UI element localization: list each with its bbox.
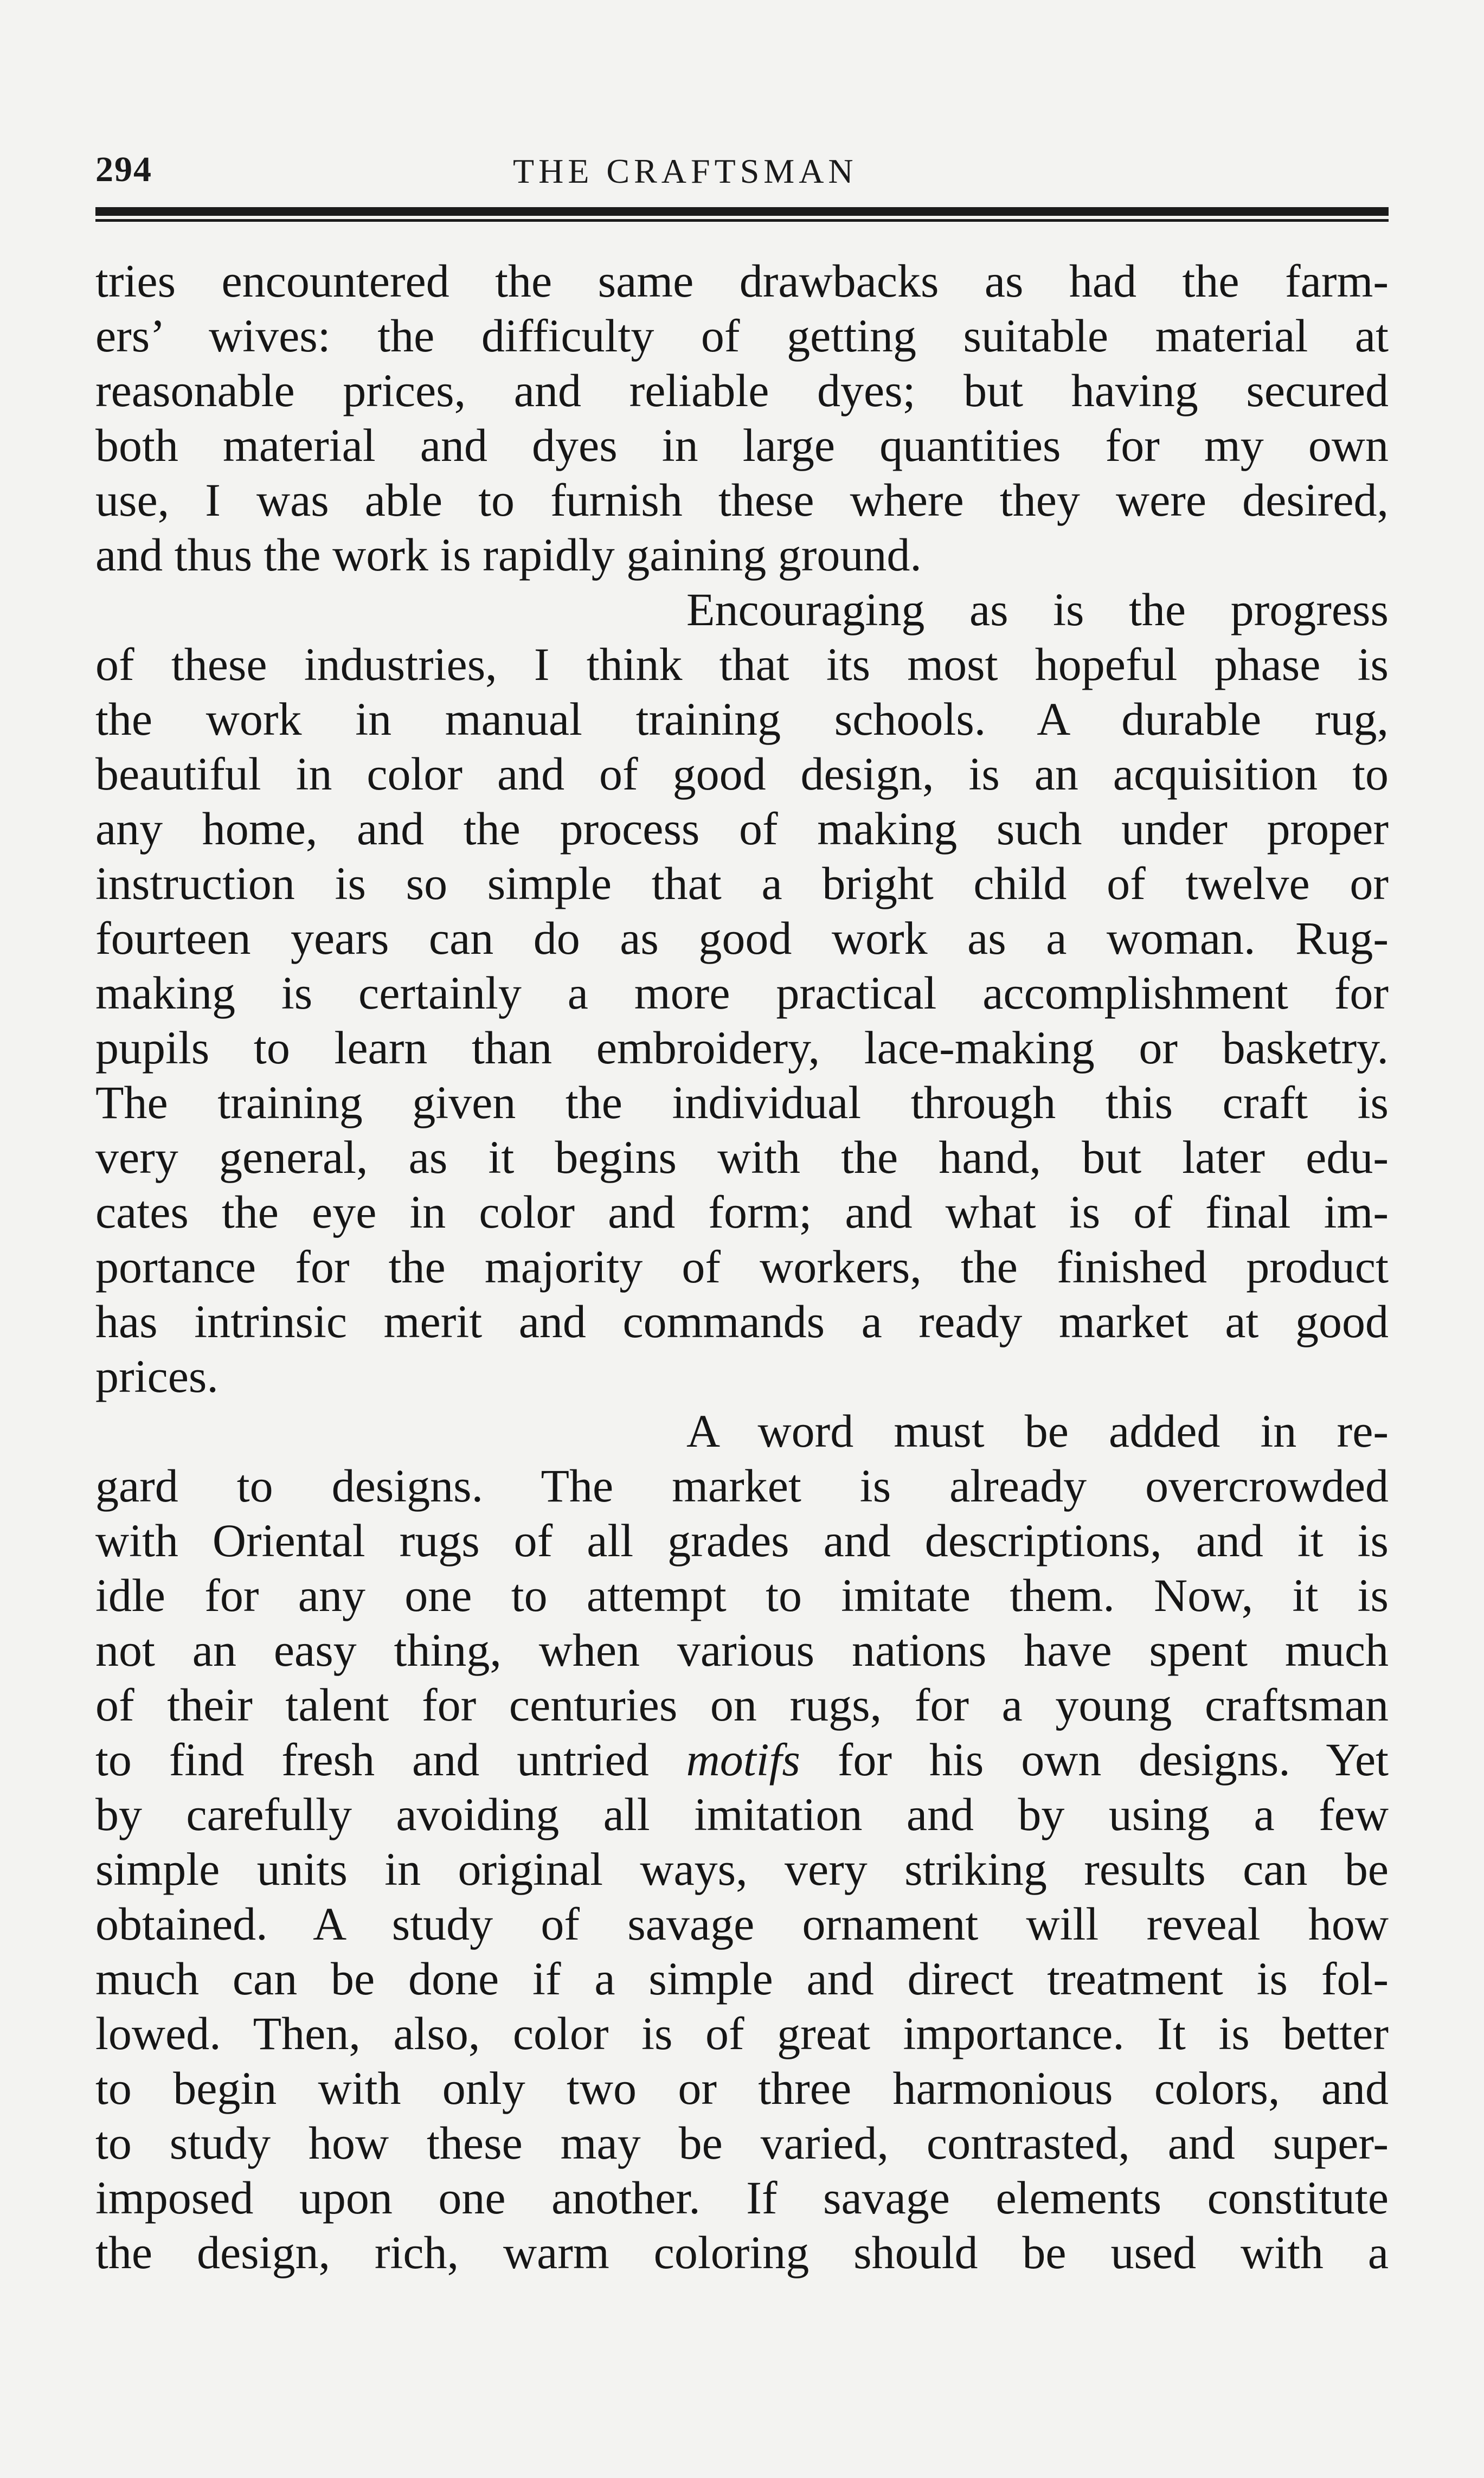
italic-word: motifs	[686, 1734, 800, 1786]
text-line: very general, as it begins with the hand, but later edu-	[95, 1131, 1389, 1183]
body-text	[95, 254, 1389, 2280]
text-line: much can be done if a simple and direct treatment is fol-	[95, 1953, 1389, 2005]
text-line: reasonable prices, and reliable dyes; but having secured	[95, 364, 1389, 416]
text-line: imposed upon one another. If savage elements constitute	[95, 2172, 1389, 2224]
text-line: portance for the majority of workers, the finished product	[95, 1241, 1389, 1293]
text-line: to study how these may be varied, contrasted, and super-	[95, 2117, 1389, 2169]
running-head: THE CRAFTSMAN	[513, 152, 858, 190]
text-line: The training given the individual through this craft is	[95, 1076, 1389, 1128]
text-line: and thus the work is rapidly gaining ground.	[95, 529, 922, 581]
text-line: of these industries, I think that its most hopeful phase is	[95, 638, 1389, 690]
header-rule-thin	[95, 219, 1389, 222]
text-line: Encouraging as is the progress	[686, 583, 1389, 635]
text-line: making is certainly a more practical accomplishment for	[95, 967, 1389, 1019]
text-line: fourteen years can do as good work as a woman. Rug-	[95, 912, 1389, 964]
text-line: of their talent for centuries on rugs, for a young craftsman	[95, 1679, 1389, 1731]
text-line: gard to designs. The market is already overcrowded	[95, 1460, 1389, 1512]
text-line: simple units in original ways, very striking results can be	[95, 1843, 1389, 1895]
text-line: beautiful in color and of good design, is an acquisition to	[95, 748, 1389, 800]
text-segment: for his own designs. Yet	[837, 1734, 1389, 1786]
text-line	[95, 1732, 1389, 1787]
text-line: the work in manual training schools. A durable rug,	[95, 693, 1389, 745]
page-header	[95, 149, 1389, 198]
text-line: any home, and the process of making such under proper	[95, 803, 1389, 855]
text-line: has intrinsic merit and commands a ready market at good	[95, 1295, 1389, 1347]
text-line: cates the eye in color and form; and what is of final im-	[95, 1186, 1389, 1238]
text-line: by carefully avoiding all imitation and by using a few	[95, 1788, 1389, 1840]
text-line: idle for any one to attempt to imitate them. Now, it is	[95, 1569, 1389, 1621]
text-line: prices.	[95, 1350, 219, 1402]
text-line: tries encountered the same drawbacks as had the farm-	[95, 255, 1389, 307]
text-line: obtained. A study of savage ornament will reveal how	[95, 1898, 1389, 1950]
text-line: instruction is so simple that a bright child of twelve or	[95, 857, 1389, 909]
text-line: not an easy thing, when various nations have spent much	[95, 1624, 1389, 1676]
header-rule-thick	[95, 207, 1389, 216]
text-line: the design, rich, warm coloring should be used with a	[95, 2226, 1389, 2278]
text-line: to begin with only two or three harmonious colors, and	[95, 2062, 1389, 2114]
page-number: 294	[95, 150, 152, 189]
text-line: both material and dyes in large quantities for my own	[95, 419, 1389, 471]
text-segment: to find fresh and untried	[95, 1734, 649, 1786]
text-line: pupils to learn than embroidery, lace-making or basketry.	[95, 1022, 1389, 1074]
text-line: use, I was able to furnish these where they were desired,	[95, 474, 1389, 526]
text-line: ers’ wives: the difficulty of getting suitable material at	[95, 310, 1389, 362]
text-line: A word must be added in re-	[686, 1405, 1389, 1457]
text-line: with Oriental rugs of all grades and descriptions, and it is	[95, 1514, 1389, 1567]
text-line: lowed. Then, also, color is of great importance. It is better	[95, 2007, 1389, 2059]
